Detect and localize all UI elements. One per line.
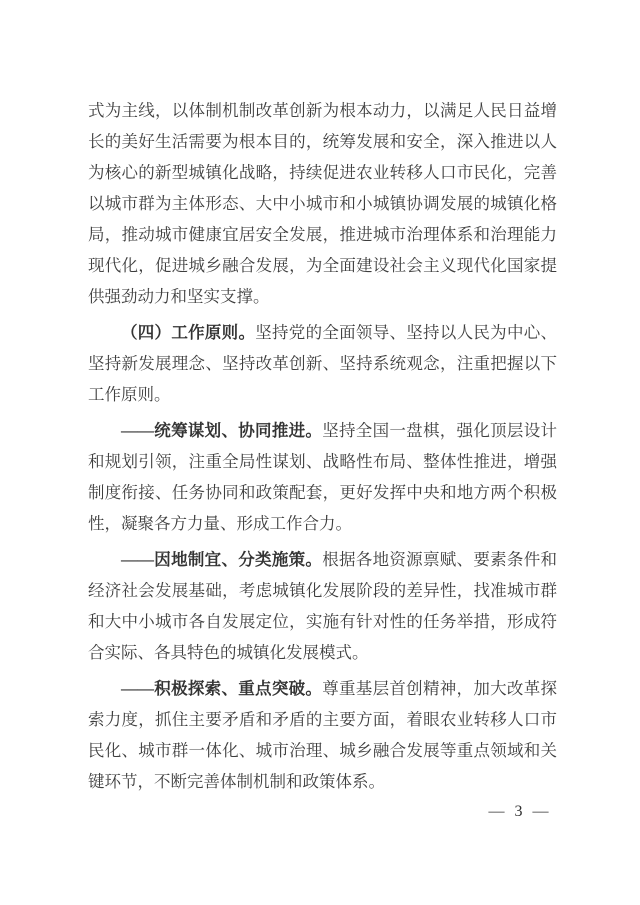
paragraph-lead: ——统筹谋划、协同推进。 (121, 421, 323, 440)
paragraph-text: 坚持全国一盘棋，强化顶层设计和规划引领，注重全局性谋划、战略性布局、整体性推进，增强制度衔接、任务协同和政策配套，更好发挥中央和地方两个积极性，凝聚各方力量、形成工作合力。 (88, 421, 558, 533)
paragraph-work-principles (88, 317, 557, 410)
paragraph-text: 式为主线，以体制机制改革创新为根本动力，以满足人民日益增长的美好生活需要为根本目的，统筹发展和安全，深入推进以人为核心的新型城镇化战略，持续促进农业转移人口市民化，完善以城市群为主体形态、大中小城市和小城镇协调发展的城镇化格局，推动城市健康宜居安全发展，推进城市治理体系和治理能力现代化，促进城乡融合发展，为全面建设社会主义现代化国家提供强劲动力和坚实支撑。 (88, 101, 557, 306)
paragraph-lead: ——因地制宜、分类施策。 (121, 550, 323, 569)
paragraph-active-exploration (88, 673, 557, 797)
document-body (88, 95, 557, 797)
paragraph-coordinated-planning (88, 415, 557, 539)
paragraph-text: 根据各地资源禀赋、要素条件和经济社会发展基础，考虑城镇化发展阶段的差异性，找准城市群和大中小城市各自发展定位，实施有针对性的任务举措，形成符合实际、各具特色的城镇化发展模式。 (88, 550, 558, 662)
paragraph-text: 坚持党的全面领导、坚持以人民为中心、坚持新发展理念、坚持改革创新、坚持系统观念，注重把握以下工作原则。 (88, 323, 558, 404)
paragraph-lead: （四）工作原则。 (121, 323, 256, 342)
paragraph-continuation (88, 95, 557, 312)
page-number: — 3 — (488, 803, 552, 820)
paragraph-lead: ——积极探索、重点突破。 (121, 679, 323, 698)
paragraph-local-conditions (88, 544, 557, 668)
paragraph-text: 尊重基层首创精神，加大改革探索力度，抓住主要矛盾和矛盾的主要方面，着眼农业转移人口市民化、城市群一体化、城市治理、城乡融合发展等重点领域和关键环节，不断完善体制机制和政策体系。 (88, 679, 558, 791)
